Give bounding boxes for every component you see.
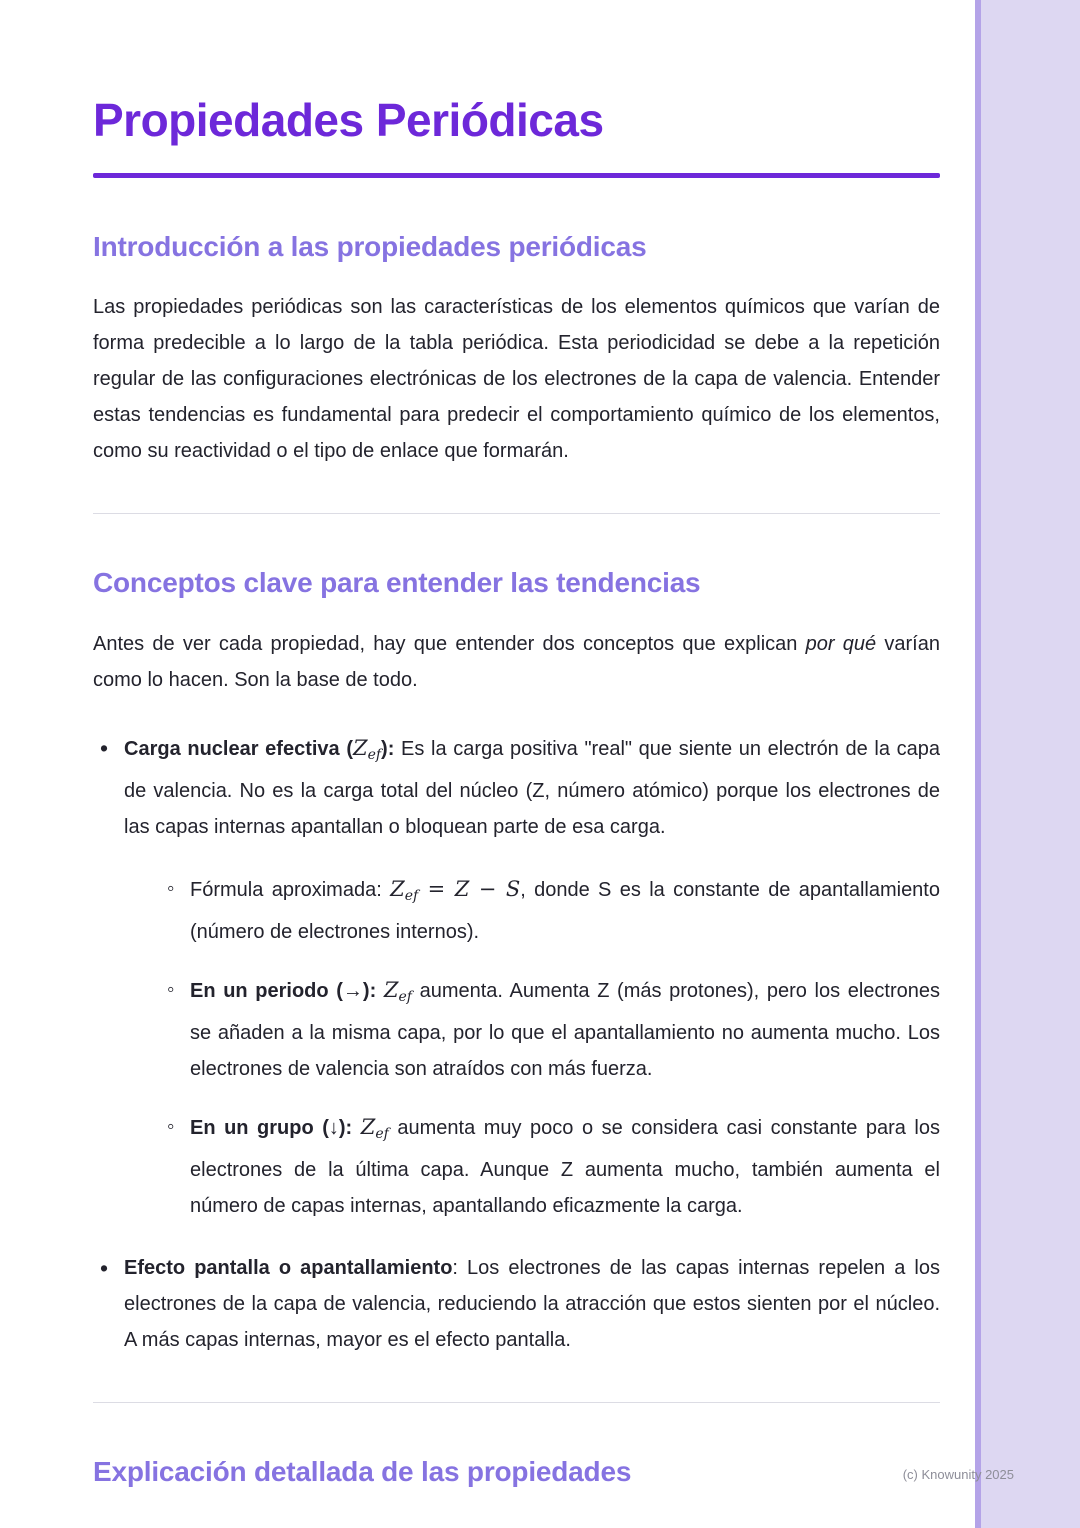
text-segment: ):: [381, 738, 402, 761]
document-content: [93, 0, 940, 1489]
text-segment: Z: [360, 1115, 376, 1140]
conceptos-paragraph: [93, 626, 940, 698]
list-item-efecto-pantalla: [93, 1250, 940, 1358]
text-segment: ef: [375, 1126, 389, 1143]
text-segment: =: [418, 877, 455, 902]
sub-list-item-text: [190, 871, 940, 950]
sub-list-item-formula: [167, 871, 940, 950]
section-explicacion-detallada: [93, 1455, 940, 1489]
section-heading-introduccion: Introducción a las propiedades periódicas: [93, 230, 647, 262]
text-segment: Efecto pantalla o apantallamiento: [124, 1257, 453, 1280]
intro-paragraph: [93, 289, 940, 469]
list-item-carga-nuclear: [93, 730, 940, 1224]
footer-credit: (c) Knowunity 2025: [902, 1467, 1014, 1482]
section-divider: [93, 513, 940, 514]
text-segment: Z: [454, 877, 470, 902]
section-introduccion: [93, 230, 940, 470]
section-divider: [93, 1402, 940, 1403]
text-segment: Z: [383, 978, 399, 1003]
section-conceptos-clave: [93, 566, 940, 1358]
text-segment: Es la carga positiva "real" que siente un electrón de la capa de valencia. No es la carga total del núcleo (Z, número atómico) porque los electrones de las capas internas apantallan o bloquean parte de esa carga.: [124, 738, 940, 839]
text-segment: Z: [390, 877, 405, 902]
text-segment: Carga nuclear efectiva (: [124, 738, 353, 761]
text-segment: Fórmula aproximada:: [190, 879, 391, 902]
text-segment: Las propiedades periódicas son las características de los elementos químicos que varían de forma predecible a lo largo de la tabla periódica. Esta periodicidad se debe a la repetición regular de las configuraciones electrónicas de los electrones de la capa de valencia. Entender estas tendencias es fundamental para predecir el comportamiento químico de los elementos, como su reactividad o el tipo de enlace que formarán.: [93, 296, 940, 463]
list-item-text: [124, 730, 940, 845]
text-segment: ef: [404, 888, 419, 905]
section-heading-explicacion: Explicación detallada de las propiedades: [93, 1456, 632, 1488]
list-item-text: [124, 1250, 940, 1358]
text-segment: S: [505, 877, 521, 902]
title-underline-rule: [93, 173, 940, 178]
text-segment: −: [469, 877, 506, 902]
text-segment: Z: [352, 736, 368, 761]
page-title: Propiedades Periódicas: [93, 94, 604, 146]
sub-list-item-text: [190, 972, 940, 1087]
sub-list-item-periodo: [167, 972, 940, 1087]
text-segment: aumenta muy poco o se considera casi constante para los electrones de la última capa. Aunque Z aumenta mucho, también aumenta el número de capas internas, apantallando eficazmente la carga.: [190, 1117, 940, 1218]
text-segment: aumenta. Aumenta Z (más protones), pero los electrones se añaden a la misma capa, por lo que el apantallamiento no aumenta mucho. Los electrones de valencia son atraídos con más fuerza.: [190, 980, 940, 1081]
sub-list-item-grupo: [167, 1109, 940, 1224]
text-segment: ef: [398, 989, 412, 1006]
text-segment: Antes de ver cada propiedad, hay que entender dos conceptos que explican: [93, 633, 806, 656]
text-segment: , donde S es la constante de apantallamiento (número de electrones internos).: [190, 879, 940, 944]
bullet-list: [93, 730, 940, 1358]
text-segment: En un grupo (↓):: [190, 1117, 361, 1140]
text-segment: ef: [367, 747, 382, 764]
text-segment: : Los electrones de las capas internas repelen a los electrones de la capa de valencia, reduciendo la atracción que estos sienten por el núcleo. A más capas internas, mayor es el efecto pantalla.: [124, 1257, 940, 1352]
right-margin-stripe: [975, 0, 1080, 1528]
section-heading-conceptos: Conceptos clave para entender las tendencias: [93, 567, 701, 599]
text-segment: En un periodo (→):: [190, 980, 384, 1003]
text-segment: varían como lo hacen. Son la base de todo.: [93, 633, 940, 692]
text-segment: por qué: [805, 633, 877, 656]
sub-list-item-text: [190, 1109, 940, 1224]
sub-bullet-list: [167, 871, 940, 1224]
